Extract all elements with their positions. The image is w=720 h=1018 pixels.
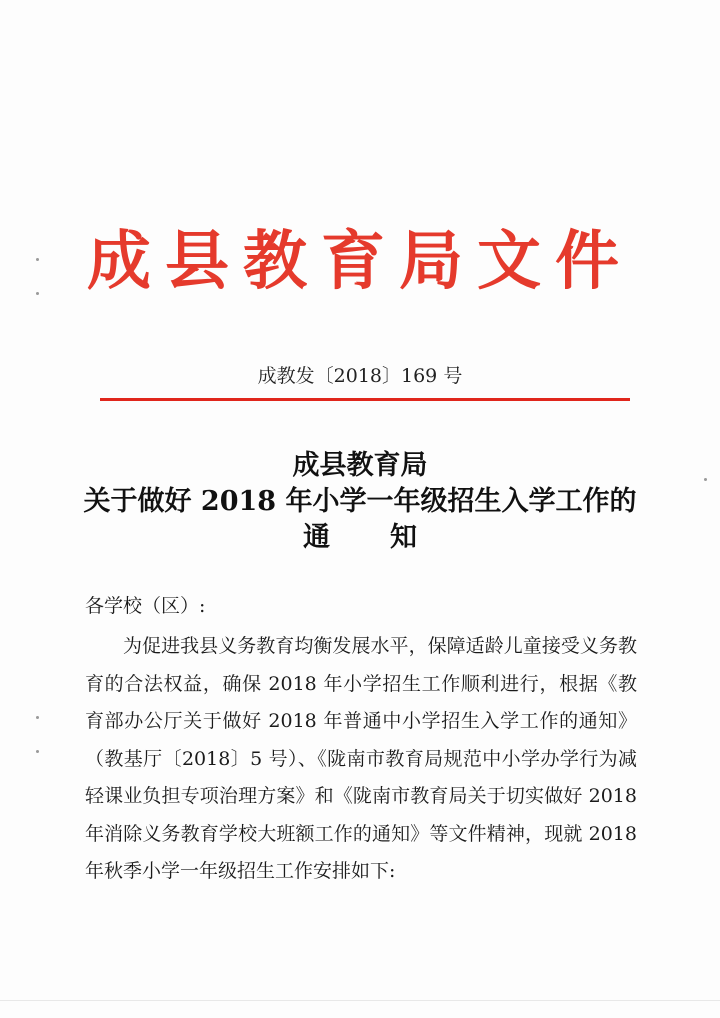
scan-speck bbox=[36, 292, 39, 295]
notice-title-word-zhi: 知 bbox=[390, 522, 417, 553]
notice-title-line2: 关于做好 2018 年小学一年级招生入学工作的 bbox=[83, 486, 637, 517]
body-paragraph: 为促进我县义务教育均衡发展水平，保障适龄儿童接受义务教育的合法权益，确保 2018 年小学招生工作顺利进行，根据《教育部办公厅关于做好 2018 年普通中小学招生入学工作的通知》（教基厅〔2018〕5 号）、《陇南市教育局规范中小学办学行为减轻课业负担专项治理方案》和《陇南市教育局关于切实做好 2018 年消除义务教育学校大班额工作的通知》等文件精神，现就 2018 年秋季小学一年级招生工作安排如下: bbox=[85, 635, 637, 882]
scan-bottom-edge bbox=[0, 1000, 720, 1001]
issuer-header: 成县教育局文件 bbox=[87, 224, 633, 299]
scan-speck bbox=[36, 750, 39, 753]
document-number: 成教发〔2018〕169 号 bbox=[257, 365, 463, 387]
scan-speck bbox=[704, 478, 707, 481]
scan-speck bbox=[36, 716, 39, 719]
scan-speck bbox=[36, 258, 39, 261]
notice-title-word-tong: 通 bbox=[303, 522, 330, 553]
salutation: 各学校（区）: bbox=[85, 595, 206, 617]
red-separator-line bbox=[100, 398, 630, 401]
notice-title-line3 bbox=[0, 520, 720, 556]
notice-title-line1: 成县教育局 bbox=[292, 450, 428, 481]
